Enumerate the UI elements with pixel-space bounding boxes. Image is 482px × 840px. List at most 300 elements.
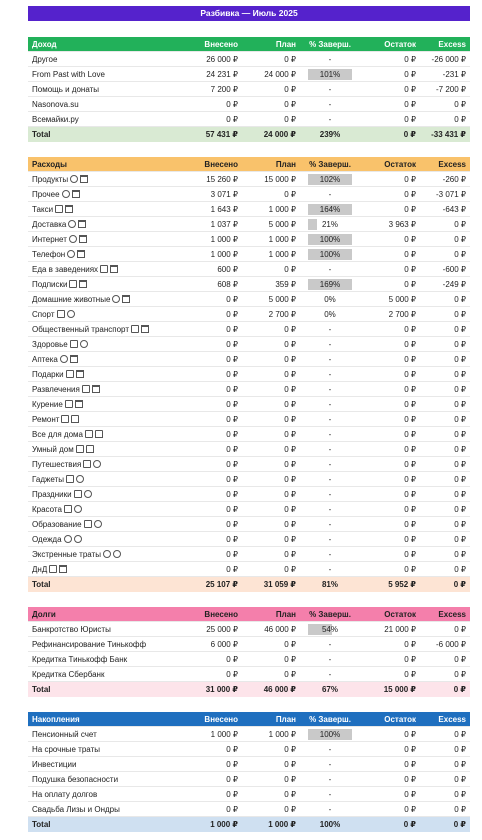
total-rem[interactable]: 0 ₽ bbox=[403, 130, 416, 139]
excess-cell[interactable]: 0 ₽ bbox=[454, 400, 466, 409]
row-label[interactable]: Nasonova.su bbox=[32, 100, 79, 109]
remaining-cell[interactable]: 0 ₽ bbox=[404, 430, 416, 439]
fact-cell[interactable]: 0 ₽ bbox=[226, 415, 238, 424]
plan-cell[interactable]: 0 ₽ bbox=[284, 565, 296, 574]
plan-cell[interactable]: 1 000 ₽ bbox=[268, 235, 296, 244]
fact-cell[interactable]: 0 ₽ bbox=[226, 310, 238, 319]
remaining-cell[interactable]: 0 ₽ bbox=[404, 415, 416, 424]
excess-cell[interactable]: -260 ₽ bbox=[442, 175, 466, 184]
row-label[interactable]: Путешествия bbox=[32, 457, 101, 472]
plan-cell[interactable]: 0 ₽ bbox=[284, 790, 296, 799]
plan-cell[interactable]: 1 000 ₽ bbox=[268, 250, 296, 259]
column-header-ex[interactable]: Excess bbox=[438, 40, 466, 49]
fact-cell[interactable]: 0 ₽ bbox=[226, 115, 238, 124]
column-header-ex[interactable]: Excess bbox=[438, 610, 466, 619]
plan-cell[interactable]: 0 ₽ bbox=[284, 475, 296, 484]
plan-cell[interactable]: 0 ₽ bbox=[284, 505, 296, 514]
percent-cell[interactable]: - bbox=[328, 760, 332, 769]
row-label[interactable]: Одежда bbox=[32, 532, 82, 547]
plan-cell[interactable]: 0 ₽ bbox=[284, 190, 296, 199]
excess-cell[interactable]: -600 ₽ bbox=[442, 265, 466, 274]
percent-cell[interactable]: - bbox=[328, 385, 332, 394]
plan-cell[interactable]: 0 ₽ bbox=[284, 265, 296, 274]
row-label[interactable]: Красота bbox=[32, 502, 82, 517]
excess-cell[interactable]: 0 ₽ bbox=[454, 805, 466, 814]
fact-cell[interactable]: 0 ₽ bbox=[226, 295, 238, 304]
excess-cell[interactable]: 0 ₽ bbox=[454, 295, 466, 304]
percent-cell[interactable]: - bbox=[328, 475, 332, 484]
total-name[interactable]: Total bbox=[32, 130, 51, 139]
fact-cell[interactable]: 0 ₽ bbox=[226, 490, 238, 499]
row-label[interactable]: Подушка безопасности bbox=[32, 775, 119, 784]
excess-cell[interactable]: 0 ₽ bbox=[454, 100, 466, 109]
excess-cell[interactable]: 0 ₽ bbox=[454, 310, 466, 319]
total-ex[interactable]: -33 431 ₽ bbox=[431, 130, 466, 139]
total-fact[interactable]: 1 000 ₽ bbox=[210, 820, 238, 829]
plan-cell[interactable]: 5 000 ₽ bbox=[268, 295, 296, 304]
fact-cell[interactable]: 0 ₽ bbox=[226, 340, 238, 349]
total-ex[interactable]: 0 ₽ bbox=[453, 580, 466, 589]
percent-cell[interactable]: - bbox=[328, 415, 332, 424]
total-plan[interactable]: 31 059 ₽ bbox=[263, 580, 296, 589]
excess-cell[interactable]: 0 ₽ bbox=[454, 250, 466, 259]
column-header-plan[interactable]: План bbox=[275, 40, 296, 49]
row-label[interactable]: Общественный транспорт bbox=[32, 322, 149, 337]
percent-cell[interactable]: - bbox=[328, 325, 332, 334]
remaining-cell[interactable]: 0 ₽ bbox=[404, 370, 416, 379]
total-pct[interactable]: 100% bbox=[319, 820, 341, 829]
excess-cell[interactable]: 0 ₽ bbox=[454, 220, 466, 229]
row-label[interactable]: Аптека bbox=[32, 352, 78, 367]
plan-cell[interactable]: 0 ₽ bbox=[284, 460, 296, 469]
remaining-cell[interactable]: 21 000 ₽ bbox=[384, 625, 416, 634]
fact-cell[interactable]: 25 000 ₽ bbox=[206, 625, 238, 634]
row-label[interactable]: Другое bbox=[32, 55, 58, 64]
fact-cell[interactable]: 0 ₽ bbox=[226, 805, 238, 814]
excess-cell[interactable]: -3 071 ₽ bbox=[436, 190, 466, 199]
percent-cell[interactable]: - bbox=[328, 265, 332, 274]
column-header-rem[interactable]: Остаток bbox=[384, 715, 416, 724]
column-header-name[interactable]: Накопления bbox=[32, 715, 80, 724]
fact-cell[interactable]: 24 231 ₽ bbox=[206, 70, 238, 79]
excess-cell[interactable]: -249 ₽ bbox=[442, 280, 466, 289]
percent-cell[interactable]: - bbox=[328, 115, 332, 124]
remaining-cell[interactable]: 0 ₽ bbox=[404, 445, 416, 454]
fact-cell[interactable]: 0 ₽ bbox=[226, 385, 238, 394]
plan-cell[interactable]: 0 ₽ bbox=[284, 550, 296, 559]
total-plan[interactable]: 1 000 ₽ bbox=[268, 820, 296, 829]
percent-cell[interactable]: - bbox=[328, 190, 332, 199]
column-header-rem[interactable]: Остаток bbox=[384, 40, 416, 49]
percent-cell[interactable]: 164% bbox=[319, 205, 341, 214]
percent-cell[interactable]: 102% bbox=[319, 175, 341, 184]
row-label[interactable]: Курение bbox=[32, 397, 83, 412]
row-label[interactable]: Прочее bbox=[32, 187, 80, 202]
fact-cell[interactable]: 26 000 ₽ bbox=[206, 55, 238, 64]
column-header-fact[interactable]: Внесено bbox=[204, 160, 238, 169]
remaining-cell[interactable]: 0 ₽ bbox=[404, 205, 416, 214]
plan-cell[interactable]: 0 ₽ bbox=[284, 55, 296, 64]
fact-cell[interactable]: 0 ₽ bbox=[226, 520, 238, 529]
remaining-cell[interactable]: 0 ₽ bbox=[404, 745, 416, 754]
row-label[interactable]: Домашние животные bbox=[32, 292, 130, 307]
percent-cell[interactable]: - bbox=[328, 790, 332, 799]
fact-cell[interactable]: 0 ₽ bbox=[226, 370, 238, 379]
plan-cell[interactable]: 0 ₽ bbox=[284, 670, 296, 679]
excess-cell[interactable]: 0 ₽ bbox=[454, 235, 466, 244]
plan-cell[interactable]: 0 ₽ bbox=[284, 430, 296, 439]
row-label[interactable]: Банкротство Юристы bbox=[32, 625, 111, 634]
total-plan[interactable]: 46 000 ₽ bbox=[263, 685, 296, 694]
remaining-cell[interactable]: 0 ₽ bbox=[404, 280, 416, 289]
remaining-cell[interactable]: 3 963 ₽ bbox=[388, 220, 416, 229]
percent-cell[interactable]: - bbox=[328, 655, 332, 664]
fact-cell[interactable]: 1 643 ₽ bbox=[210, 205, 238, 214]
plan-cell[interactable]: 0 ₽ bbox=[284, 415, 296, 424]
remaining-cell[interactable]: 0 ₽ bbox=[404, 730, 416, 739]
fact-cell[interactable]: 0 ₽ bbox=[226, 565, 238, 574]
percent-cell[interactable]: - bbox=[328, 805, 332, 814]
fact-cell[interactable]: 0 ₽ bbox=[226, 355, 238, 364]
column-header-fact[interactable]: Внесено bbox=[204, 715, 238, 724]
total-fact[interactable]: 31 000 ₽ bbox=[205, 685, 238, 694]
plan-cell[interactable]: 0 ₽ bbox=[284, 520, 296, 529]
excess-cell[interactable]: 0 ₽ bbox=[454, 115, 466, 124]
percent-cell[interactable]: - bbox=[328, 565, 332, 574]
percent-cell[interactable]: - bbox=[328, 460, 332, 469]
column-header-pct[interactable]: % Заверш. bbox=[309, 610, 351, 619]
plan-cell[interactable]: 0 ₽ bbox=[284, 325, 296, 334]
row-label[interactable]: Инвестиции bbox=[32, 760, 77, 769]
fact-cell[interactable]: 0 ₽ bbox=[226, 100, 238, 109]
remaining-cell[interactable]: 0 ₽ bbox=[404, 790, 416, 799]
column-header-rem[interactable]: Остаток bbox=[384, 610, 416, 619]
excess-cell[interactable]: -26 000 ₽ bbox=[431, 55, 466, 64]
row-label[interactable]: Развлечения bbox=[32, 382, 100, 397]
excess-cell[interactable]: 0 ₽ bbox=[454, 550, 466, 559]
excess-cell[interactable]: 0 ₽ bbox=[454, 625, 466, 634]
total-ex[interactable]: 0 ₽ bbox=[453, 820, 466, 829]
remaining-cell[interactable]: 0 ₽ bbox=[404, 670, 416, 679]
fact-cell[interactable]: 0 ₽ bbox=[226, 760, 238, 769]
excess-cell[interactable]: -643 ₽ bbox=[442, 205, 466, 214]
percent-cell[interactable]: 100% bbox=[319, 235, 341, 244]
fact-cell[interactable]: 0 ₽ bbox=[226, 790, 238, 799]
remaining-cell[interactable]: 0 ₽ bbox=[404, 265, 416, 274]
percent-cell[interactable]: - bbox=[328, 400, 332, 409]
column-header-name[interactable]: Расходы bbox=[32, 160, 67, 169]
percent-cell[interactable]: - bbox=[328, 490, 332, 499]
fact-cell[interactable]: 0 ₽ bbox=[226, 430, 238, 439]
total-plan[interactable]: 24 000 ₽ bbox=[263, 130, 296, 139]
percent-cell[interactable]: - bbox=[328, 100, 332, 109]
excess-cell[interactable]: -6 000 ₽ bbox=[436, 640, 466, 649]
plan-cell[interactable]: 0 ₽ bbox=[284, 535, 296, 544]
column-header-name[interactable]: Доход bbox=[32, 40, 57, 49]
excess-cell[interactable]: 0 ₽ bbox=[454, 385, 466, 394]
row-label[interactable]: Продукты bbox=[32, 172, 88, 187]
total-rem[interactable]: 5 952 ₽ bbox=[388, 580, 416, 589]
percent-cell[interactable]: - bbox=[328, 745, 332, 754]
excess-cell[interactable]: -7 200 ₽ bbox=[436, 85, 466, 94]
percent-cell[interactable]: - bbox=[328, 445, 332, 454]
column-header-rem[interactable]: Остаток bbox=[384, 160, 416, 169]
remaining-cell[interactable]: 0 ₽ bbox=[404, 760, 416, 769]
percent-cell[interactable]: - bbox=[328, 85, 332, 94]
percent-cell[interactable]: - bbox=[328, 355, 332, 364]
column-header-ex[interactable]: Excess bbox=[438, 160, 466, 169]
excess-cell[interactable]: 0 ₽ bbox=[454, 445, 466, 454]
remaining-cell[interactable]: 0 ₽ bbox=[404, 100, 416, 109]
percent-cell[interactable]: - bbox=[328, 670, 332, 679]
column-header-pct[interactable]: % Заверш. bbox=[309, 715, 351, 724]
excess-cell[interactable]: 0 ₽ bbox=[454, 520, 466, 529]
remaining-cell[interactable]: 0 ₽ bbox=[404, 505, 416, 514]
row-label[interactable]: Еда в заведениях bbox=[32, 262, 118, 277]
row-label[interactable]: ДнД bbox=[32, 562, 67, 577]
fact-cell[interactable]: 0 ₽ bbox=[226, 325, 238, 334]
fact-cell[interactable]: 7 200 ₽ bbox=[210, 85, 238, 94]
plan-cell[interactable]: 0 ₽ bbox=[284, 445, 296, 454]
fact-cell[interactable]: 1 000 ₽ bbox=[210, 730, 238, 739]
plan-cell[interactable]: 5 000 ₽ bbox=[268, 220, 296, 229]
plan-cell[interactable]: 0 ₽ bbox=[284, 100, 296, 109]
fact-cell[interactable]: 0 ₽ bbox=[226, 475, 238, 484]
total-pct[interactable]: 67% bbox=[321, 685, 338, 694]
column-header-fact[interactable]: Внесено bbox=[204, 610, 238, 619]
remaining-cell[interactable]: 0 ₽ bbox=[404, 385, 416, 394]
column-header-pct[interactable]: % Заверш. bbox=[309, 40, 351, 49]
remaining-cell[interactable]: 5 000 ₽ bbox=[388, 295, 416, 304]
row-label[interactable]: Такси bbox=[32, 202, 73, 217]
plan-cell[interactable]: 0 ₽ bbox=[284, 370, 296, 379]
column-header-plan[interactable]: План bbox=[275, 160, 296, 169]
plan-cell[interactable]: 0 ₽ bbox=[284, 85, 296, 94]
remaining-cell[interactable]: 0 ₽ bbox=[404, 85, 416, 94]
plan-cell[interactable]: 0 ₽ bbox=[284, 760, 296, 769]
row-label[interactable]: Пенсионный счет bbox=[32, 730, 97, 739]
row-label[interactable]: Образование bbox=[32, 517, 102, 532]
remaining-cell[interactable]: 0 ₽ bbox=[404, 460, 416, 469]
total-name[interactable]: Total bbox=[32, 580, 51, 589]
row-label[interactable]: Все для дома bbox=[32, 427, 103, 442]
plan-cell[interactable]: 0 ₽ bbox=[284, 355, 296, 364]
percent-cell[interactable]: 54% bbox=[321, 625, 338, 634]
percent-cell[interactable]: - bbox=[328, 340, 332, 349]
remaining-cell[interactable]: 0 ₽ bbox=[404, 115, 416, 124]
percent-cell[interactable]: - bbox=[328, 550, 332, 559]
fact-cell[interactable]: 608 ₽ bbox=[217, 280, 238, 289]
remaining-cell[interactable]: 0 ₽ bbox=[404, 565, 416, 574]
row-label[interactable]: From Past with Love bbox=[32, 70, 105, 79]
percent-cell[interactable]: 21% bbox=[321, 220, 338, 229]
excess-cell[interactable]: 0 ₽ bbox=[454, 655, 466, 664]
column-header-plan[interactable]: План bbox=[275, 610, 296, 619]
plan-cell[interactable]: 15 000 ₽ bbox=[264, 175, 296, 184]
percent-cell[interactable]: - bbox=[328, 430, 332, 439]
row-label[interactable]: Спорт bbox=[32, 307, 75, 322]
plan-cell[interactable]: 0 ₽ bbox=[284, 385, 296, 394]
remaining-cell[interactable]: 0 ₽ bbox=[404, 655, 416, 664]
remaining-cell[interactable]: 0 ₽ bbox=[404, 325, 416, 334]
row-label[interactable]: Ремонт bbox=[32, 412, 79, 427]
excess-cell[interactable]: 0 ₽ bbox=[454, 790, 466, 799]
percent-cell[interactable]: - bbox=[328, 775, 332, 784]
fact-cell[interactable]: 0 ₽ bbox=[226, 670, 238, 679]
excess-cell[interactable]: 0 ₽ bbox=[454, 415, 466, 424]
excess-cell[interactable]: 0 ₽ bbox=[454, 430, 466, 439]
plan-cell[interactable]: 0 ₽ bbox=[284, 490, 296, 499]
remaining-cell[interactable]: 2 700 ₽ bbox=[388, 310, 416, 319]
percent-cell[interactable]: 100% bbox=[319, 250, 341, 259]
total-fact[interactable]: 25 107 ₽ bbox=[205, 580, 238, 589]
row-label[interactable]: Рефинансирование Тинькофф bbox=[32, 640, 147, 649]
percent-cell[interactable]: 0% bbox=[324, 295, 336, 304]
remaining-cell[interactable]: 0 ₽ bbox=[404, 535, 416, 544]
excess-cell[interactable]: 0 ₽ bbox=[454, 760, 466, 769]
plan-cell[interactable]: 1 000 ₽ bbox=[268, 205, 296, 214]
plan-cell[interactable]: 0 ₽ bbox=[284, 805, 296, 814]
remaining-cell[interactable]: 0 ₽ bbox=[404, 805, 416, 814]
row-label[interactable]: Помощь и донаты bbox=[32, 85, 100, 94]
remaining-cell[interactable]: 0 ₽ bbox=[404, 550, 416, 559]
remaining-cell[interactable]: 0 ₽ bbox=[404, 475, 416, 484]
remaining-cell[interactable]: 0 ₽ bbox=[404, 355, 416, 364]
column-header-plan[interactable]: План bbox=[275, 715, 296, 724]
fact-cell[interactable]: 0 ₽ bbox=[226, 535, 238, 544]
excess-cell[interactable]: 0 ₽ bbox=[454, 775, 466, 784]
column-header-pct[interactable]: % Заверш. bbox=[309, 160, 351, 169]
plan-cell[interactable]: 46 000 ₽ bbox=[264, 625, 296, 634]
total-name[interactable]: Total bbox=[32, 685, 51, 694]
total-fact[interactable]: 57 431 ₽ bbox=[205, 130, 238, 139]
fact-cell[interactable]: 3 071 ₽ bbox=[210, 190, 238, 199]
row-label[interactable]: Доставка bbox=[32, 217, 86, 232]
plan-cell[interactable]: 0 ₽ bbox=[284, 115, 296, 124]
excess-cell[interactable]: 0 ₽ bbox=[454, 340, 466, 349]
row-label[interactable]: Интернет bbox=[32, 232, 87, 247]
row-label[interactable]: Кредитка Тинькофф Банк bbox=[32, 655, 128, 664]
row-label[interactable]: Подписки bbox=[32, 277, 87, 292]
excess-cell[interactable]: 0 ₽ bbox=[454, 460, 466, 469]
remaining-cell[interactable]: 0 ₽ bbox=[404, 520, 416, 529]
column-header-fact[interactable]: Внесено bbox=[204, 40, 238, 49]
percent-cell[interactable]: 100% bbox=[319, 730, 341, 739]
percent-cell[interactable]: 0% bbox=[324, 310, 336, 319]
excess-cell[interactable]: 0 ₽ bbox=[454, 535, 466, 544]
fact-cell[interactable]: 0 ₽ bbox=[226, 775, 238, 784]
plan-cell[interactable]: 0 ₽ bbox=[284, 745, 296, 754]
excess-cell[interactable]: 0 ₽ bbox=[454, 475, 466, 484]
row-label[interactable]: Экстренные траты bbox=[32, 547, 121, 562]
fact-cell[interactable]: 0 ₽ bbox=[226, 550, 238, 559]
row-label[interactable]: Гаджеты bbox=[32, 472, 84, 487]
remaining-cell[interactable]: 0 ₽ bbox=[404, 235, 416, 244]
fact-cell[interactable]: 0 ₽ bbox=[226, 400, 238, 409]
fact-cell[interactable]: 0 ₽ bbox=[226, 445, 238, 454]
percent-cell[interactable]: - bbox=[328, 640, 332, 649]
excess-cell[interactable]: 0 ₽ bbox=[454, 745, 466, 754]
percent-cell[interactable]: - bbox=[328, 505, 332, 514]
excess-cell[interactable]: 0 ₽ bbox=[454, 325, 466, 334]
excess-cell[interactable]: 0 ₽ bbox=[454, 730, 466, 739]
total-rem[interactable]: 15 000 ₽ bbox=[383, 685, 416, 694]
fact-cell[interactable]: 0 ₽ bbox=[226, 460, 238, 469]
fact-cell[interactable]: 600 ₽ bbox=[217, 265, 238, 274]
row-label[interactable]: Умный дом bbox=[32, 442, 94, 457]
row-label[interactable]: Здоровье bbox=[32, 337, 88, 352]
remaining-cell[interactable]: 0 ₽ bbox=[404, 490, 416, 499]
percent-cell[interactable]: - bbox=[328, 535, 332, 544]
fact-cell[interactable]: 1 000 ₽ bbox=[210, 250, 238, 259]
fact-cell[interactable]: 15 260 ₽ bbox=[206, 175, 238, 184]
excess-cell[interactable]: 0 ₽ bbox=[454, 370, 466, 379]
percent-cell[interactable]: - bbox=[328, 370, 332, 379]
total-rem[interactable]: 0 ₽ bbox=[403, 820, 416, 829]
row-label[interactable]: Телефон bbox=[32, 247, 85, 262]
plan-cell[interactable]: 1 000 ₽ bbox=[268, 730, 296, 739]
plan-cell[interactable]: 0 ₽ bbox=[284, 775, 296, 784]
row-label[interactable]: На оплату долгов bbox=[32, 790, 98, 799]
row-label[interactable]: Свадьба Лизы и Ондры bbox=[32, 805, 120, 814]
remaining-cell[interactable]: 0 ₽ bbox=[404, 340, 416, 349]
remaining-cell[interactable]: 0 ₽ bbox=[404, 190, 416, 199]
column-header-ex[interactable]: Excess bbox=[438, 715, 466, 724]
remaining-cell[interactable]: 0 ₽ bbox=[404, 640, 416, 649]
row-label[interactable]: Всемайки.ру bbox=[32, 115, 79, 124]
remaining-cell[interactable]: 0 ₽ bbox=[404, 250, 416, 259]
excess-cell[interactable]: 0 ₽ bbox=[454, 565, 466, 574]
plan-cell[interactable]: 2 700 ₽ bbox=[268, 310, 296, 319]
total-pct[interactable]: 81% bbox=[321, 580, 338, 589]
excess-cell[interactable]: 0 ₽ bbox=[454, 670, 466, 679]
remaining-cell[interactable]: 0 ₽ bbox=[404, 55, 416, 64]
remaining-cell[interactable]: 0 ₽ bbox=[404, 775, 416, 784]
plan-cell[interactable]: 24 000 ₽ bbox=[264, 70, 296, 79]
fact-cell[interactable]: 0 ₽ bbox=[226, 745, 238, 754]
row-label[interactable]: Подарки bbox=[32, 367, 84, 382]
fact-cell[interactable]: 0 ₽ bbox=[226, 655, 238, 664]
total-ex[interactable]: 0 ₽ bbox=[453, 685, 466, 694]
plan-cell[interactable]: 0 ₽ bbox=[284, 400, 296, 409]
percent-cell[interactable]: 101% bbox=[319, 70, 341, 79]
fact-cell[interactable]: 1 000 ₽ bbox=[210, 235, 238, 244]
row-label[interactable]: Кредитка Сбербанк bbox=[32, 670, 105, 679]
remaining-cell[interactable]: 0 ₽ bbox=[404, 175, 416, 184]
excess-cell[interactable]: 0 ₽ bbox=[454, 490, 466, 499]
percent-cell[interactable]: - bbox=[328, 55, 332, 64]
row-label[interactable]: Праздники bbox=[32, 487, 92, 502]
fact-cell[interactable]: 0 ₽ bbox=[226, 505, 238, 514]
total-pct[interactable]: 239% bbox=[319, 130, 341, 139]
percent-cell[interactable]: - bbox=[328, 520, 332, 529]
plan-cell[interactable]: 359 ₽ bbox=[275, 280, 296, 289]
row-label[interactable]: На срочные траты bbox=[32, 745, 100, 754]
excess-cell[interactable]: 0 ₽ bbox=[454, 505, 466, 514]
remaining-cell[interactable]: 0 ₽ bbox=[404, 70, 416, 79]
remaining-cell[interactable]: 0 ₽ bbox=[404, 400, 416, 409]
percent-cell[interactable]: 169% bbox=[319, 280, 341, 289]
plan-cell[interactable]: 0 ₽ bbox=[284, 655, 296, 664]
plan-cell[interactable]: 0 ₽ bbox=[284, 340, 296, 349]
fact-cell[interactable]: 1 037 ₽ bbox=[210, 220, 238, 229]
plan-cell[interactable]: 0 ₽ bbox=[284, 640, 296, 649]
fact-cell[interactable]: 6 000 ₽ bbox=[210, 640, 238, 649]
total-name[interactable]: Total bbox=[32, 820, 51, 829]
column-header-name[interactable]: Долги bbox=[32, 610, 56, 619]
excess-cell[interactable]: -231 ₽ bbox=[442, 70, 466, 79]
excess-cell[interactable]: 0 ₽ bbox=[454, 355, 466, 364]
